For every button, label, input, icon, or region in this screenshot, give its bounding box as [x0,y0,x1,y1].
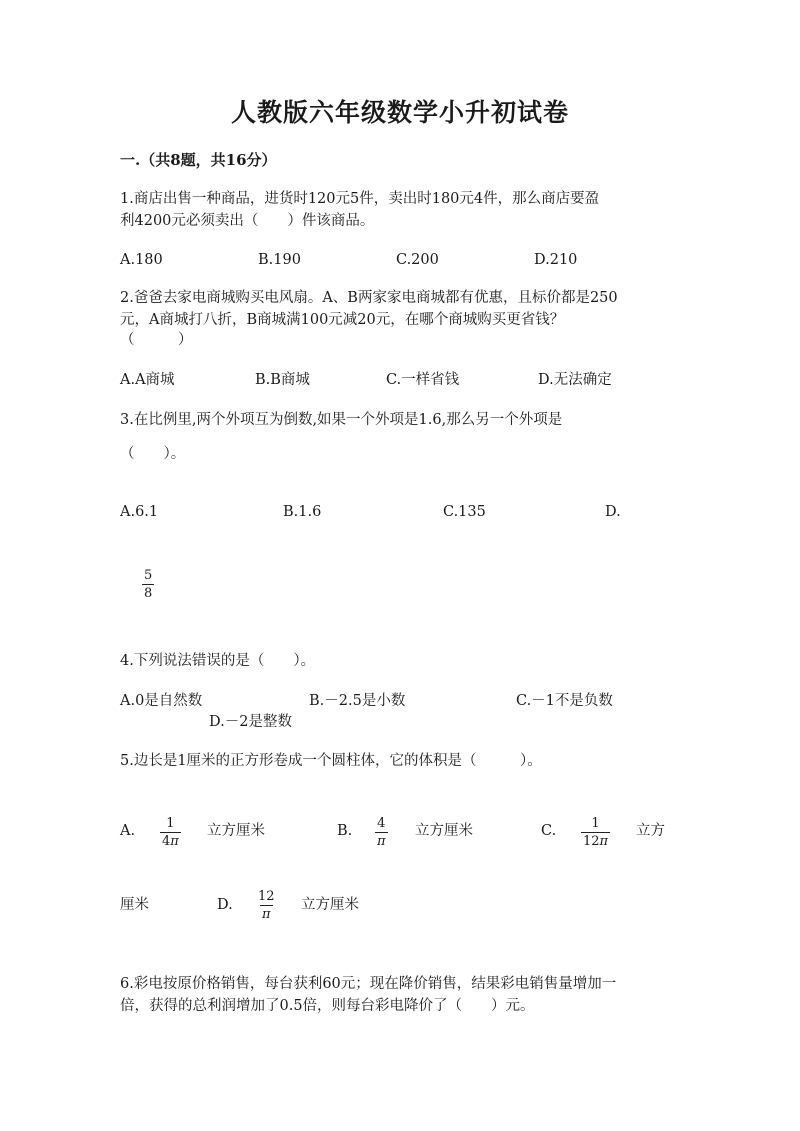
question-1-line-1: 1.商店出售一种商品，进货时120元5件，卖出时180元4件，那么商店要盈 [120,191,600,207]
question-5-option-c-fraction [581,816,610,849]
question-5-label-d: D. [217,897,233,913]
question-2-line-2: 元，A商城打八折，B商城满100元减20元，在哪个商城购买更省钱？ [120,312,565,328]
question-3-option-b: B.1.6 [283,504,322,520]
fraction-denominator-number: 12 [583,834,600,849]
question-4-option-a: A.0是自然数 [120,693,203,709]
fraction-denominator-number: 4 [162,834,171,849]
question-3-option-a: A.6.1 [120,504,159,520]
question-1-option-a: A.180 [120,252,163,268]
question-5-unit-c-part-1: 立方 [636,823,665,839]
question-5-label-a: A. [120,823,136,839]
question-5-option-d-fraction [256,889,277,922]
question-6-line-1: 6.彩电按原价格销售，每台获利60元；现在降价销售，结果彩电销售量增加一 [120,976,617,992]
pi-symbol: π [262,907,271,922]
question-1-line-2: 利4200元必须卖出（ ）件该商品。 [120,213,375,229]
fraction-denominator [375,832,388,849]
fraction-denominator [260,905,273,922]
fraction-denominator [581,832,610,849]
question-5-unit-a: 立方厘米 [207,823,265,839]
fraction-numerator: 5 [144,568,153,583]
question-5-unit-d: 立方厘米 [301,897,359,913]
section-heading: 一.（共8题，共16分） [120,151,277,169]
question-4-option-d: D.－2是整数 [209,714,292,730]
question-3-option-d: D. [605,504,621,520]
question-1-option-d: D.210 [534,252,578,268]
question-3-line-2: （ ）。 [120,446,186,462]
question-4-option-b: B.－2.5是小数 [309,693,406,709]
question-5-line-1: 5.边长是1厘米的正方形卷成一个圆柱体，它的体积是（ ）。 [120,753,542,769]
fraction-numerator: 1 [166,816,175,831]
question-2-option-d: D.无法确定 [538,372,612,388]
question-1-option-c: C.200 [396,252,439,268]
pi-symbol: π [170,834,179,849]
question-4-option-c: C.－1不是负数 [516,693,613,709]
question-5-option-a-fraction [160,816,181,849]
question-6-line-2: 倍，获得的总利润增加了0.5倍，则每台彩电降价了（ ）元。 [120,998,535,1014]
question-3-option-d-fraction [142,568,154,601]
question-2-option-b: B.B商城 [255,372,310,388]
question-5-label-c: C. [541,823,557,839]
fraction-numerator: 1 [591,816,600,831]
fraction-numerator: 12 [258,889,275,904]
pi-symbol: π [599,834,609,849]
question-3-line-1: 3.在比例里,两个外项互为倒数,如果一个外项是1.6,那么另一个外项是 [120,412,563,428]
question-3-option-c: C.135 [443,504,486,520]
question-5-label-b: B. [337,823,353,839]
question-2-option-c: C.一样省钱 [386,372,460,388]
question-4-line-1: 4.下列说法错误的是（ ）。 [120,653,316,669]
question-2-option-a: A.A商城 [120,372,175,388]
question-5-option-b-fraction [375,816,388,849]
fraction-denominator [160,832,181,849]
fraction-numerator: 4 [377,816,386,831]
fraction-denominator: 8 [144,586,153,601]
question-1-option-b: B.190 [258,252,301,268]
page-title: 人教版六年级数学小升初试卷 [230,98,569,127]
question-2-line-1: 2.爸爸去家电商城购买电风扇。A、B两家家电商城都有优惠，且标价都是250 [120,290,618,306]
question-5-unit-b: 立方厘米 [415,823,473,839]
question-5-unit-c-part-2: 厘米 [120,897,149,913]
pi-symbol: π [377,834,386,849]
question-2-line-3: （ ） [120,332,193,348]
